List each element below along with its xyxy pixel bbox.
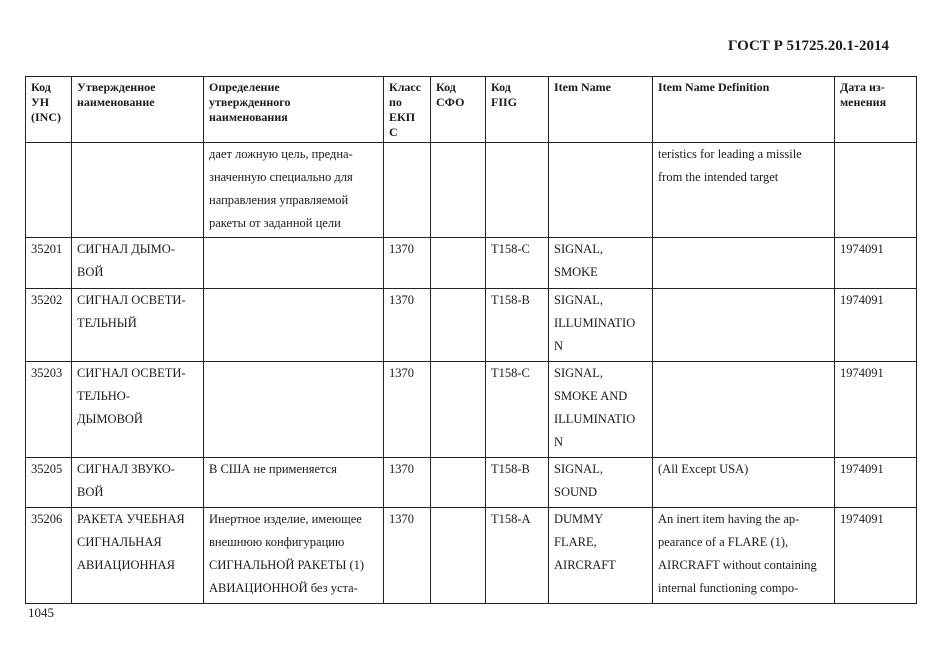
cell-fiig: T158-B <box>486 458 549 508</box>
registry-table <box>25 76 917 604</box>
cell-item-name-definition: teristics for leading a missile from the intended target <box>653 143 835 238</box>
col-header-item-name: Item Name <box>549 77 653 143</box>
cell-definition <box>204 238 384 289</box>
cell-inc <box>26 143 72 238</box>
header-row <box>26 77 917 143</box>
cell-item-name-definition: An inert item having the ap- pearance of a FLARE (1), AIRCRAFT without containing internal functioning compo- <box>653 508 835 604</box>
cell-class: 1370 <box>384 362 431 458</box>
cell-approved-name: РАКЕТА УЧЕБНАЯ СИГНАЛЬНАЯ АВИАЦИОННАЯ <box>72 508 204 604</box>
cell-class: 1370 <box>384 238 431 289</box>
cell-change-date: 1974091 <box>835 508 917 604</box>
cell-item-name-definition <box>653 362 835 458</box>
cell-approved-name <box>72 143 204 238</box>
cell-definition: Инертное изделие, имеющее внешнюю конфигурацию СИГНАЛЬНОЙ РАКЕТЫ (1) АВИАЦИОННОЙ без уста- <box>204 508 384 604</box>
col-header-sfo: Код СФО <box>431 77 486 143</box>
cell-item-name-definition: (All Except USA) <box>653 458 835 508</box>
cell-class: 1370 <box>384 289 431 362</box>
cell-item-name: DUMMY FLARE, AIRCRAFT <box>549 508 653 604</box>
cell-sfo <box>431 289 486 362</box>
cell-item-name: SIGNAL, SMOKE <box>549 238 653 289</box>
col-header-change-date: Дата из- менения <box>835 77 917 143</box>
cell-class: 1370 <box>384 508 431 604</box>
col-header-item-name-definition: Item Name Definition <box>653 77 835 143</box>
cell-item-name: SIGNAL, ILLUMINATIO N <box>549 289 653 362</box>
cell-fiig: T158-B <box>486 289 549 362</box>
table-row <box>26 143 917 238</box>
page-number: 1045 <box>28 605 54 620</box>
cell-sfo <box>431 458 486 508</box>
cell-inc: 35203 <box>26 362 72 458</box>
cell-fiig <box>486 143 549 238</box>
cell-change-date: 1974091 <box>835 238 917 289</box>
cell-definition <box>204 289 384 362</box>
col-header-fiig: Код FIIG <box>486 77 549 143</box>
cell-item-name-definition <box>653 238 835 289</box>
cell-fiig: T158-A <box>486 508 549 604</box>
table-row <box>26 458 917 508</box>
cell-approved-name: СИГНАЛ ОСВЕТИ- ТЕЛЬНО- ДЫМОВОЙ <box>72 362 204 458</box>
cell-item-name: SIGNAL, SOUND <box>549 458 653 508</box>
cell-change-date: 1974091 <box>835 458 917 508</box>
cell-change-date <box>835 143 917 238</box>
cell-fiig: T158-C <box>486 362 549 458</box>
cell-inc: 35202 <box>26 289 72 362</box>
cell-item-name <box>549 143 653 238</box>
cell-sfo <box>431 143 486 238</box>
cell-sfo <box>431 508 486 604</box>
cell-item-name-definition <box>653 289 835 362</box>
cell-item-name: SIGNAL, SMOKE AND ILLUMINATIO N <box>549 362 653 458</box>
col-header-definition: Определение утвержденного наименования <box>204 77 384 143</box>
col-header-approved-name: Утвержденное наименование <box>72 77 204 143</box>
cell-inc: 35205 <box>26 458 72 508</box>
cell-change-date: 1974091 <box>835 362 917 458</box>
cell-approved-name: СИГНАЛ ОСВЕТИ- ТЕЛЬНЫЙ <box>72 289 204 362</box>
table-row <box>26 362 917 458</box>
col-header-inc: Код УН (INC) <box>26 77 72 143</box>
cell-inc: 35206 <box>26 508 72 604</box>
cell-sfo <box>431 238 486 289</box>
cell-approved-name: СИГНАЛ ДЫМО- ВОЙ <box>72 238 204 289</box>
cell-sfo <box>431 362 486 458</box>
cell-class <box>384 143 431 238</box>
cell-approved-name: СИГНАЛ ЗВУКО- ВОЙ <box>72 458 204 508</box>
table-row <box>26 238 917 289</box>
table-row <box>26 289 917 362</box>
cell-definition <box>204 362 384 458</box>
cell-fiig: T158-C <box>486 238 549 289</box>
col-header-class: Класс по ЕКП С <box>384 77 431 143</box>
document-code: ГОСТ Р 51725.20.1-2014 <box>727 38 889 54</box>
cell-definition: В США не применяется <box>204 458 384 508</box>
cell-class: 1370 <box>384 458 431 508</box>
cell-change-date: 1974091 <box>835 289 917 362</box>
cell-definition: дает ложную цель, предна- значенную специально для направления управляемой ракеты от заданной цели <box>204 143 384 238</box>
cell-inc: 35201 <box>26 238 72 289</box>
table-row <box>26 508 917 604</box>
